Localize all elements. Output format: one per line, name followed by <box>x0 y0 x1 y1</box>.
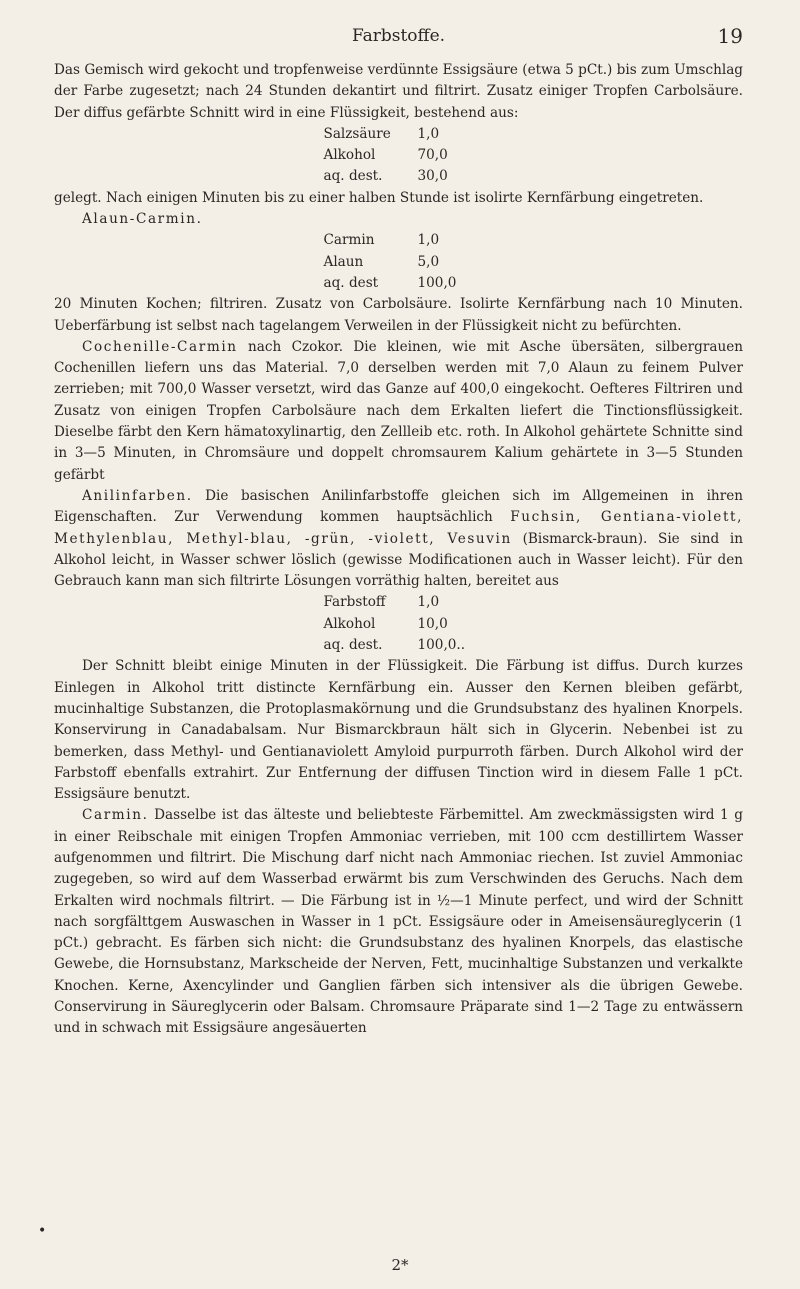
formula-ingredient: Farbstoff <box>323 594 386 611</box>
formula-ingredient: Carmin <box>323 232 375 249</box>
formula-ingredient: Alkohol <box>323 147 376 164</box>
formula-amount: 5,0 <box>417 253 440 270</box>
paragraph-anilinfarben <box>54 486 743 592</box>
margin-mark: • <box>38 1223 47 1239</box>
anilin-text-a: Die basischen Anilinfarbstoffe gleichen sich im Allgemeinen in ihren Eigenschaften. Zur Verwendung kommen hauptsächlich <box>54 487 743 526</box>
formula-amount: 1,0 <box>417 232 440 249</box>
paragraph-schnitt: Der Schnitt bleibt einige Minuten in der Flüssigkeit. Die Färbung ist diffus. Durch kurzes Einlegen in Alkohol tritt distincte Kernfärbung ein. Ausser den Kernen bleiben gefärbt, mucinhaltige Substanzen, die Protoplasmakörnung und die Grundsubstanz des hyalinen Knorpels. Konservirung in Canadabalsam. Nur Bismarckbraun hält sich in Glycerin. Nebenbei ist zu bemerken, dass Methyl- und Gentianaviolett Amyloid purpurroth färben. Durch Alkohol wird der Farbstoff ebenfalls extrahirt. Zur Entfernung der diffusen Tinction wird in diesem Falle 1 pCt. Essigsäure benutzt. <box>54 658 743 803</box>
anilin-text-b: (Bismarck-braun). Sie sind in Alkohol leicht, in Wasser schwer löslich (gewisse Modificationen auch in Wasser leicht). Für den Gebrauch kann man sich filtrirte Lösungen vorräthig halten, bereitet aus <box>54 530 743 590</box>
paragraph-kochen: 20 Minuten Kochen; filtriren. Zusatz von Carbolsäure. Isolirte Kernfärbung nach 10 Minuten. Ueberfärbung ist selbst nach tagelangem Verweilen in der Flüssigkeit nicht zu befürchten. <box>54 296 743 334</box>
cochenille-text: nach Czokor. Die kleinen, wie mit Asche übersäten, silbergrauen Cochenillen liefern uns das Material. 7,0 derselben werden mit 7,0 Alaun zu feinem Pulver zerrieben; mit 700,0 Wasser versetzt, wird das Ganze auf 400,0 eingekocht. Oefteres Filtriren und Zusatz von einigen Tropfen Carbolsäure nach dem Erkalten liefert die Tinctionsflüssigkeit. Dieselbe färbt den Kern hämatoxylinartig, den Zellleib etc. roth. In Alkohol gehärtete Schnitte sind in 3—5 Minuten, in Chromsäure und doppelt chromsaurem Kalium gehärtete in 3—5 Stunden gefärbt <box>54 338 744 483</box>
paragraph-gelegt: gelegt. Nach einigen Minuten bis zu einer halben Stunde ist isolirte Kernfärbung eingetreten. <box>54 189 704 206</box>
alaun-carmin-title: Alaun-Carmin. <box>82 211 203 228</box>
formula-ingredient: Alaun <box>323 253 364 270</box>
formula-amount: 1,0 <box>417 125 440 142</box>
formula-amount: 1,0 <box>417 594 440 611</box>
heading-alaun-carmin <box>54 209 743 230</box>
carmin-title: Carmin. <box>82 807 149 824</box>
formula-amount: 10,0 <box>417 615 448 632</box>
page-number: 19 <box>717 24 743 48</box>
cochenille-title: Cochenille-Carmin <box>82 338 238 355</box>
paragraph-carmin <box>54 805 743 1039</box>
carmin-text: Dasselbe ist das älteste und beliebteste Färbemittel. Am zweckmässigsten wird 1 g in einer Reibschale mit einigen Tropfen Ammoniac verrieben, mit 100 ccm destillirtem Wasser aufgenommen und filtrirt. Die Mischung darf nicht nach Ammoniac riechen. Ist zuviel Ammoniac zugegeben, so wird auf dem Wasserbad erwärmt bis zum Verschwinden des Geruchs. Nach dem Erkalten wird nochmals filtrirt. — Die Färbung ist in ½—1 Minute perfect, und wird der Schnitt nach sorgfälttgem Auswaschen in Wasser in 1 pCt. Essigsäure oder in Ameisensäureglycerin (1 pCt.) gebracht. Es färben sich nicht: die Grundsubstanz des hyalinen Knorpels, das elastische Gewebe, die Hornsubstanz, Markscheide der Nerven, Fett, mucinhaltige Substanzen und verkalkte Knochen. Kerne, Axencylinder und Ganglien färben sich intensiver als die übrigen Gewebe. Conservirung in Säureglycerin oder Balsam. Chromsaure Präparate sind 1—2 Tage zu entwässern und in schwach mit Essigsäure angesäuerten <box>54 807 743 1037</box>
running-title: Farbstoffe. <box>351 26 446 46</box>
formula-amount: 30,0 <box>417 168 448 185</box>
formula-ingredient: aq. dest. <box>323 168 383 185</box>
formula-ingredient: aq. dest. <box>323 637 383 654</box>
paragraph-gemisch: Das Gemisch wird gekocht und tropfenweise verdünnte Essigsäure (etwa 5 pCt.) bis zum Umschlag der Farbe zugesetzt; nach 24 Stunden dekantirt und filtrirt. Zusatz einiger Tropfen Carbolsäure. Der diffus gefärbte Schnitt wird in eine Flüssigkeit, bestehend aus: <box>54 62 743 121</box>
anilin-dyes: Fuchsin, Gentiana-violett, Methylenblau, Methyl-blau, -grün, -violett, Vesuvin <box>54 509 743 547</box>
formula-salzsaeure <box>54 124 743 188</box>
formula-amount: 100,0.. <box>417 637 466 654</box>
formula-ingredient: Alkohol <box>323 615 376 632</box>
formula-farbstoff <box>54 592 743 656</box>
formula-amount: 100,0 <box>417 274 457 291</box>
paragraph-cochenille <box>54 337 743 486</box>
page-header <box>54 24 743 48</box>
signature-mark: 2* <box>391 1256 409 1274</box>
anilin-title: Anilinfarben. <box>82 487 193 504</box>
formula-amount: 70,0 <box>417 147 448 164</box>
formula-ingredient: Salzsäure <box>323 125 391 142</box>
formula-alaun-carmin <box>54 230 743 294</box>
formula-ingredient: aq. dest <box>323 274 379 291</box>
body-text <box>54 60 743 1040</box>
